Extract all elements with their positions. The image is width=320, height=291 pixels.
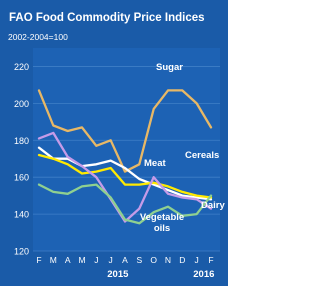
y-tick-label: 160 xyxy=(13,172,29,183)
series-label-sugar: Sugar xyxy=(156,62,183,73)
series-label-cereals: Cereals xyxy=(185,150,220,161)
x-tick-label: F xyxy=(36,255,42,265)
year-label-2015: 2015 xyxy=(107,269,129,280)
x-tick-label: A xyxy=(122,255,128,265)
y-tick-label: 180 xyxy=(13,135,29,146)
y-tick-label: 120 xyxy=(13,246,29,257)
y-tick-label: 140 xyxy=(13,209,29,220)
y-tick-label: 200 xyxy=(13,98,29,109)
year-label-2016: 2016 xyxy=(193,269,215,280)
chart-subtitle: 2002-2004=100 xyxy=(8,32,68,42)
x-tick-label: M xyxy=(49,255,57,265)
series-label-meat: Meat xyxy=(144,158,166,169)
x-tick-label: D xyxy=(179,255,186,265)
chart-title: FAO Food Commodity Price Indices xyxy=(9,12,205,24)
x-tick-label: J xyxy=(194,255,199,265)
x-tick-label: O xyxy=(150,255,157,265)
series-label-dairy: Dairy xyxy=(201,200,225,211)
series-label-vegetable-oils: Vegetable xyxy=(139,212,185,223)
x-tick-label: F xyxy=(208,255,214,265)
x-tick-label: J xyxy=(94,255,99,265)
x-tick-label: S xyxy=(136,255,143,265)
x-tick-label: J xyxy=(108,255,113,265)
series-label-vegetable-oils: oils xyxy=(153,223,171,234)
y-tick-label: 220 xyxy=(13,61,29,72)
x-tick-label: N xyxy=(164,255,172,265)
x-tick-label: M xyxy=(78,255,86,265)
x-tick-label: A xyxy=(64,255,71,265)
